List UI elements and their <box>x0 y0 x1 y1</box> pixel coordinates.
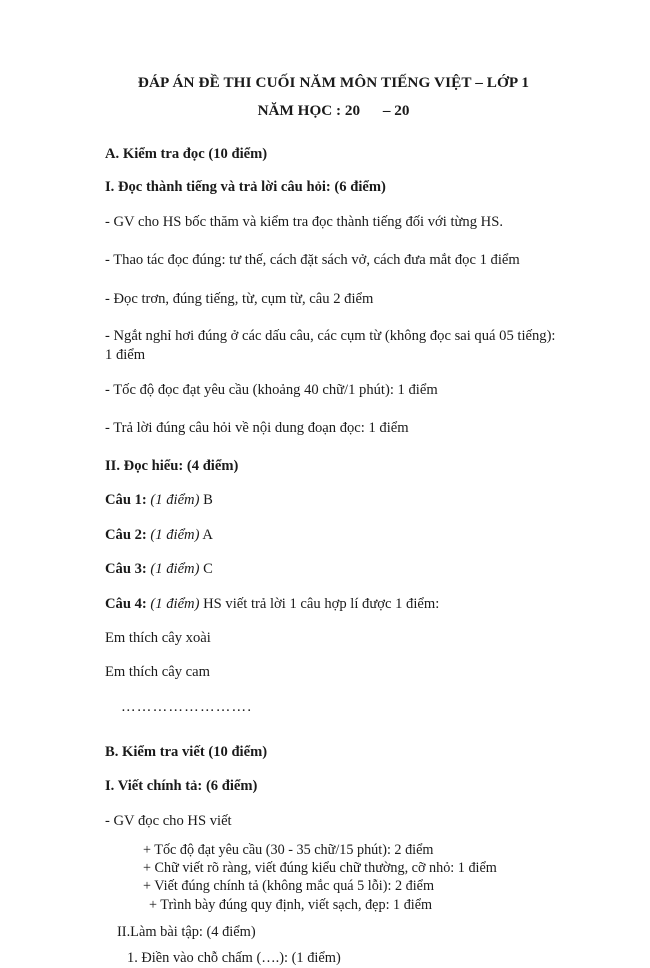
sample-answer: Em thích cây xoài <box>105 629 211 646</box>
list-item: 1. Điền vào chỗ chấm (….): (1 điểm) <box>127 949 341 966</box>
question-label: Câu 2: <box>105 526 147 543</box>
list-item: - Trả lời đúng câu hỏi về nội dung đoạn đọc: 1 điểm <box>105 420 409 437</box>
part-b-heading: B. Kiểm tra viết (10 điểm) <box>105 744 268 761</box>
question-label: Câu 4: <box>105 595 147 612</box>
question-answer: A <box>202 526 213 543</box>
question-label: Câu 1: <box>105 492 147 509</box>
question-score: (1 điểm) <box>150 561 200 578</box>
page-title: ĐÁP ÁN ĐỀ THI CUỐI NĂM MÔN TIẾNG VIỆT – LỚP 1 <box>137 74 530 91</box>
list-item: - Đọc trơn, đúng tiếng, từ, cụm từ, câu 2 điểm <box>105 290 374 307</box>
question-answer: HS viết trả lời 1 câu hợp lí được 1 điểm: <box>203 595 440 612</box>
question-label: Câu 3: <box>105 561 147 578</box>
list-item: - Tốc độ đọc đạt yêu cầu (khoảng 40 chữ/1 phút): 1 điểm <box>105 381 438 398</box>
question-answer: B <box>203 492 213 509</box>
sample-answer: Em thích cây cam <box>105 664 210 681</box>
part-a-section-2-heading: II. Đọc hiểu: (4 điểm) <box>105 457 239 474</box>
part-b-section-2-heading: II.Làm bài tập: (4 điểm) <box>117 923 256 940</box>
part-b-section-1-heading: I. Viết chính tả: (6 điểm) <box>105 777 258 794</box>
answer-row <box>105 559 570 579</box>
list-item: - Thao tác đọc đúng: tư thế, cách đặt sách vở, cách đưa mắt đọc 1 điểm <box>105 252 520 269</box>
criteria-item: + Tốc độ đạt yêu cầu (30 - 35 chữ/15 phút): 2 điểm <box>143 842 434 859</box>
question-score: (1 điểm) <box>150 526 200 543</box>
question-answer: C <box>203 561 213 578</box>
list-item: - Ngắt nghỉ hơi đúng ở các dấu câu, các cụm từ (không đọc sai quá 05 tiếng): 1 điểm <box>105 328 556 364</box>
part-a-heading: A. Kiểm tra đọc (10 điểm) <box>105 145 268 162</box>
criteria-item: + Chữ viết rõ ràng, viết đúng kiểu chữ thường, cỡ nhỏ: 1 điểm <box>143 860 497 877</box>
ellipsis-line: ……………………. <box>121 698 253 715</box>
list-item: - GV cho HS bốc thăm và kiểm tra đọc thành tiếng đối với từng HS. <box>105 213 503 230</box>
criteria-item: + Viết đúng chính tả (không mắc quá 5 lỗi): 2 điểm <box>143 878 434 895</box>
answer-row <box>105 594 570 614</box>
question-score: (1 điểm) <box>150 492 200 509</box>
page-subtitle: NĂM HỌC : 20 – 20 <box>257 101 410 119</box>
title-block <box>97 72 570 123</box>
list-item: - GV đọc cho HS viết <box>105 812 232 829</box>
part-a-section-1-heading: I. Đọc thành tiếng và trả lời câu hỏi: (6 điểm) <box>105 179 386 196</box>
answer-row <box>105 525 570 545</box>
question-score: (1 điểm) <box>150 595 200 612</box>
criteria-item: + Trình bày đúng quy định, viết sạch, đẹp: 1 điểm <box>149 896 433 913</box>
answer-row <box>105 490 570 510</box>
